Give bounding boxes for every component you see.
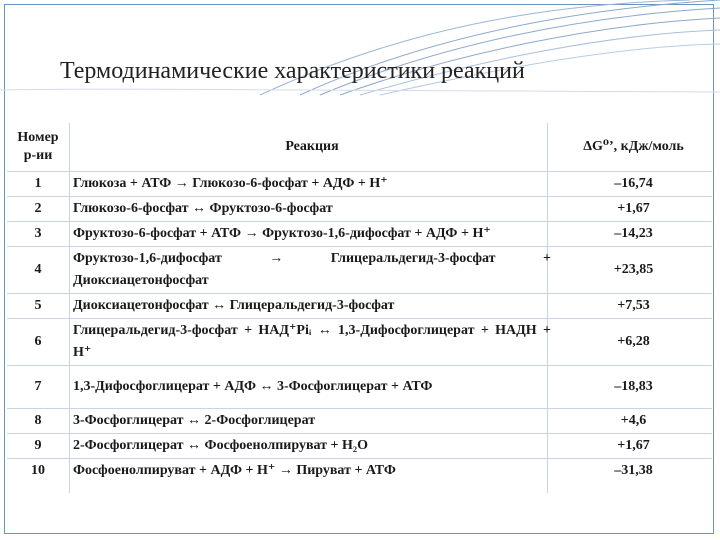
- header-number: [7, 123, 69, 172]
- row-delta-g: –14,23: [555, 222, 712, 247]
- table-row: [7, 294, 712, 319]
- table-row: [7, 319, 712, 366]
- row-delta-g: –16,74: [555, 172, 712, 197]
- row-delta-g: +6,28: [555, 319, 712, 366]
- row-reaction: Глюкозо-6-фосфат ↔ Фруктозо-6-фосфат: [69, 197, 555, 222]
- row-reaction: 1,3-Дифосфоглицерат + АДФ ↔ 3-Фосфоглицерат + АТФ: [69, 366, 555, 409]
- row-reaction: Фруктозо-6-фосфат + АТФ → Фруктозо-1,6-дифосфат + АДФ + Н⁺: [69, 222, 555, 247]
- row-reaction: Глюкоза + АТФ → Глюкозо-6-фосфат + АДФ + Н⁺: [69, 172, 555, 197]
- table-row: [7, 409, 712, 434]
- row-delta-g: +1,67: [555, 197, 712, 222]
- row-number: 2: [7, 197, 69, 222]
- table-row: [7, 172, 712, 197]
- page-title: Термодинамические характеристики реакций: [60, 58, 525, 84]
- row-number: 5: [7, 294, 69, 319]
- header-number-line1: Номер: [17, 130, 59, 145]
- row-delta-g: –31,38: [614, 463, 653, 478]
- row-reaction: 3-Фосфоглицерат ↔ 2-Фосфоглицерат: [69, 409, 555, 434]
- row-delta-g: +23,85: [555, 247, 712, 294]
- row-number: 10: [31, 463, 45, 478]
- row-delta-g: +4,6: [555, 409, 712, 434]
- header-number-line2: р-ии: [23, 148, 53, 163]
- row-reaction: Глицеральдегид-3-фосфат + НАД⁺Piᵢ ↔ 1,3-Дифосфоглицерат + НАДН + Н⁺: [69, 319, 555, 366]
- row-reaction: Фруктозо-1,6-дифосфат → Глицеральдегид-3-фосфат + Диоксиацетонфосфат: [69, 247, 555, 294]
- table-row: [7, 197, 712, 222]
- table-row: [7, 459, 712, 484]
- header-reaction: Реакция: [69, 123, 555, 172]
- row-number: 3: [7, 222, 69, 247]
- row-delta-g: –18,83: [555, 366, 712, 409]
- decorative-swoosh-lines: [0, 0, 720, 100]
- table-row: [7, 247, 712, 294]
- row-reaction: Диоксиацетонфосфат ↔ Глицеральдегид-3-фосфат: [69, 294, 555, 319]
- reactions-table: [7, 123, 712, 483]
- table-header-row: [7, 123, 712, 172]
- row-number: 4: [7, 247, 69, 294]
- row-number: 8: [7, 409, 69, 434]
- row-reaction: Фосфоенолпируват + АДФ + Н⁺ → Пируват + АТФ: [73, 463, 396, 478]
- row-number: 1: [7, 172, 69, 197]
- table-row: [7, 434, 712, 459]
- row-delta-g: +1,67: [555, 434, 712, 459]
- row-number: 9: [7, 434, 69, 459]
- row-delta-g: +7,53: [555, 294, 712, 319]
- table-row: [7, 222, 712, 247]
- row-number: 6: [7, 319, 69, 366]
- row-number: 7: [7, 366, 69, 409]
- table-row: [7, 366, 712, 409]
- row-reaction: 2-Фосфоглицерат ↔ Фосфоенолпируват + Н₂О: [69, 434, 555, 459]
- header-delta-g: ΔG⁰’, кДж/моль: [555, 123, 712, 172]
